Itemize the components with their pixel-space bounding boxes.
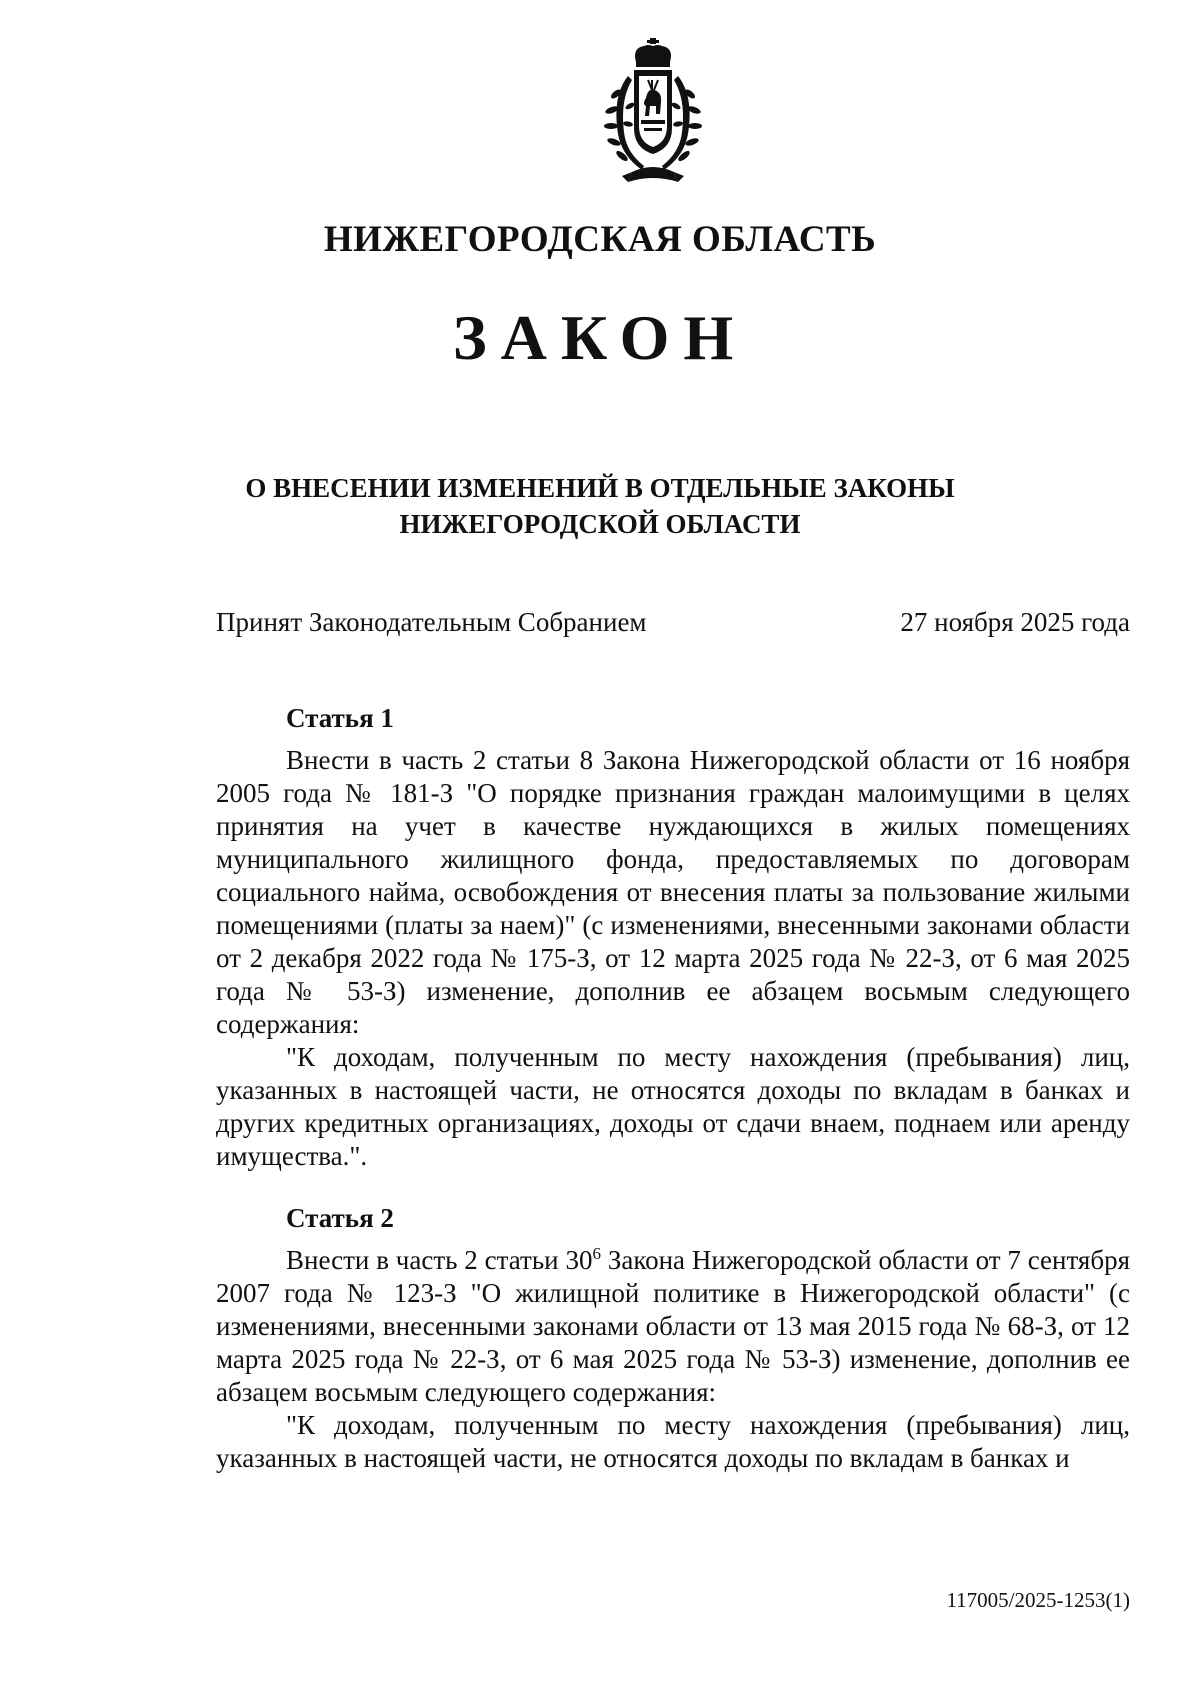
adoption-date: 27 ноября 2025 года: [900, 607, 1130, 637]
adoption-line: [216, 604, 1130, 640]
article-1-quoted-paragraph: "К доходам, полученным по месту нахождения (пребывания) лиц, указанных в настоящей части, не относятся доходы по вкладам в банках и других кредитных организациях, доходы от сдачи внаем, поднаем или аренду имущества.".: [216, 1042, 1130, 1171]
document-title: [0, 470, 1200, 542]
document-type: ЗАКОН: [452, 302, 748, 373]
article-2-paragraph: [216, 1244, 1130, 1409]
article-2-heading: Статья 2: [286, 1203, 394, 1233]
adopted-by: Принят Законодательным Собранием: [216, 607, 647, 637]
document-registration-number: 117005/2025-1253(1): [946, 1588, 1130, 1612]
article-2-paragraph-start: Внести в часть 2 статьи 30: [286, 1245, 593, 1275]
coat-of-arms-icon: [592, 36, 730, 188]
document-title-line-2: НИЖЕГОРОДСКОЙ ОБЛАСТИ: [399, 509, 801, 539]
document-title-line-1: О ВНЕСЕНИИ ИЗМЕНЕНИЙ В ОТДЕЛЬНЫЕ ЗАКОНЫ: [245, 473, 955, 503]
article-1-body: [216, 744, 1130, 1173]
article-number-superscript: 6: [592, 1244, 601, 1263]
article-1-heading: Статья 1: [286, 703, 394, 733]
region-name: НИЖЕГОРОДСКАЯ ОБЛАСТЬ: [323, 219, 877, 260]
article-2-body: [216, 1244, 1130, 1475]
article-2-quoted-paragraph: "К доходам, полученным по месту нахождения (пребывания) лиц, указанных в настоящей части, не относятся доходы по вкладам в банках и: [216, 1410, 1130, 1473]
article-2-paragraph-rest: Закона Нижегородской области от 7 сентября 2007 года № 123-З "О жилищной политике в Нижегородской области" (с изменениями, внесенными законами области от 13 мая 2015 года № 68-З, от 12 марта 2025 года № 22-З, от 6 мая 2025 года № 53-З) изменение, дополнив ее абзацем восьмым следующего содержания:: [216, 1245, 1130, 1407]
article-1-paragraph: Внести в часть 2 статьи 8 Закона Нижегородской области от 16 ноября 2005 года № 181-З "О порядке признания граждан малоимущими в целях принятия на учет в качестве нуждающихся в жилых помещениях муниципального жилищного фонда, предоставляемых по договорам социального найма, освобождения от внесения платы за пользование жилыми помещениями (платы за наем)" (с изменениями, внесенными законами области от 2 декабря 2022 года № 175-З, от 12 марта 2025 года № 22-З, от 6 мая 2025 года № 53-З) изменение, дополнив ее абзацем восьмым следующего содержания:: [216, 745, 1130, 1039]
